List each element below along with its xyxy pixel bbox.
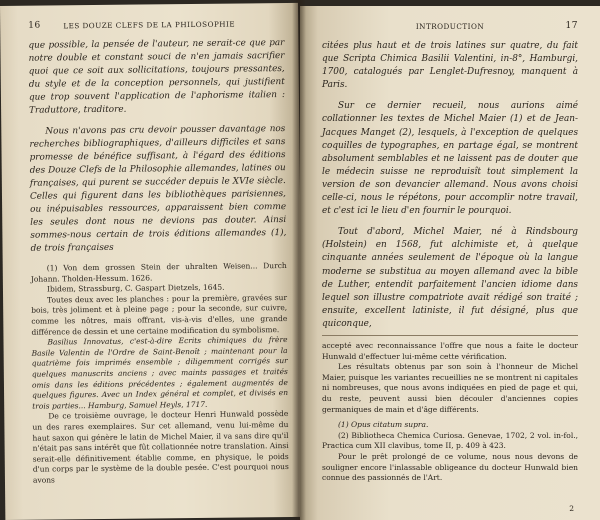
left-page-number: 16: [28, 20, 41, 31]
signature-mark: 2: [569, 504, 574, 513]
left-footnote-2: Ibidem, Strassburg, C. Gaspart Dietzels, 1645.: [46, 282, 225, 294]
right-running-head: [300, 22, 600, 36]
left-page: [0, 3, 303, 520]
left-footnote-4: Basilius Innovatus, c'est-à-dire Ecrits chimiques du frère Basile Valentin de l'Ordre de Saint-Benoît ; maintenant pour la quatrième fois imprimés ensemble ; diligemment corrigés sur quelques manuscrits anciens ; avec maints passages et traités omis dans les éditions précédentes ; également augmentés de quelques figures. Avec un Index général et complet, et divisés en trois parties... Hamburg, Samuel Heyls, 1717.: [31, 335, 289, 411]
right-paragraph-1: citées plus haut et de trois latines sur quatre, du fait que Scripta Chimica Basilii Valentini, in-8°, Hamburgi, 1700, catalogués par Lenglet-Dufresnoy, manquent à Paris.: [322, 41, 578, 91]
left-footnote-3: Toutes deux avec les planches : pour la première, gravées sur bois, très joliment et à pleine page ; pour la seconde, sur cuivre, comme les nôtres, mais offrant, vis-à-vis d'elles, une grande différence de dessin et une certaine modification du symbolisme.: [31, 292, 288, 337]
left-paragraph-2: Nous n'avons pas cru devoir pousser davantage nos recherches bibliographiques, d'ailleurs difficiles et sans promesse de bénéfice suffisant, à l'égard des éditions des Douze Clefs de la Philosophie allemandes, latines ou françaises, qui purent se succéder depuis le XVIe siècle. Celles qui figurent dans les bibliothèques parisiennes, ou inépuisables ressources, apparaissent bien comme les seules dont nous ne devions pas douter. Ainsi sommes-nous certain de trois éditions allemandes (1), de trois françaises: [29, 124, 287, 254]
left-running-head: [0, 19, 298, 36]
page-divider: [322, 335, 578, 336]
right-paragraph-3: Tout d'abord, Michel Maier, né à Rindsbourg (Holstein) en 1568, fut alchimiste et, à quelque cinquante années seulement de l'époque où la langue moderne se substitua au moyen allemand avec la bible de Luther, entendit parfaitement l'ancien idiome dans lequel son illustre compatriote avait rédigé son traité ; ensuite, excellent latiniste, il fut désigné, plus que quiconque,: [322, 227, 578, 329]
right-footnote-2: (2) Bibliotheca Chemica Curiosa. Genevae, 1702, 2 vol. in-fol., Practica cum XII clavibus, tome II, p. 409 à 423.: [322, 430, 578, 451]
left-running-title: LES DOUZE CLEFS DE LA PHILOSOPHIE: [63, 19, 236, 31]
book-gutter: [292, 0, 306, 520]
right-footnote-1: (1) Opus citatum supra.: [338, 420, 429, 430]
left-paragraph-1: que possible, la pensée de l'auteur, ne serait-ce que par notre double et constant souci de n'en jamais sacrifier quoi que ce soit aux sollicitations, toujours pressantes, du style et de la conception personnels, qui justifient que trop souvent l'application de l'aphorisme italien : Traduttore, traditore.: [28, 38, 286, 116]
right-paragraph-4: accepté avec reconnaissance l'offre que nous a faite le docteur Hunwald d'effectuer lui-même cette vérification.: [322, 340, 578, 361]
right-paragraph-5: Les résultats obtenus par son soin à l'honneur de Michel Maier, puisque les variantes recueillies ne se montrent ni capitales ni nombreuses, que nous avons indiquées en pied de page et qui, du reste, peuvent aussi bien découler d'anciennes copies germaniques de main et d'âge différents.: [322, 362, 578, 414]
left-footnote-5: De ce troisième ouvrage, le docteur Henri Hunwald possède un des rares exemplaires. Sur cet allemand, venu lui-même du haut saxon qui génère le latin de Michel Maier, il va sans dire qu'il n'était pas sans intérêt que fût collationnée notre translation. Ainsi serait-elle définitivement établie comme, en physique, le poids d'un corps par le système de la double pesée. C'est pourquoi nous avons: [32, 409, 289, 485]
right-running-title: INTRODUCTION: [415, 22, 485, 31]
right-page-number: 17: [565, 21, 578, 31]
right-paragraph-2: Sur ce dernier recueil, nous aurions aimé collationner les textes de Michel Maier (1) et de Jean-Jacques Manget (2), lesquels, à l'exception de quelques coquilles de typographes, en partage égal, se montrent absolument semblables et ne laissent pas de douter que le médecin suisse ne reproduisît tout simplement la version de son devancier allemand. Nous avons choisi celle-ci, nous le répétons, pour accomplir notre travail, et c'est ici le lieu d'en fournir le pourquoi.: [322, 101, 578, 217]
right-paragraph-6: Pour le prêt prolongé de ce volume, nous nous devons de souligner encore l'inlassable obligeance du docteur Hunwald bien connue des passionnés de l'Art.: [322, 451, 578, 483]
left-footnote-1: (1) Von dem grossen Stein der uhralten Weisen... Durch Johann. Tholden-Hessum. 1626.: [30, 261, 287, 284]
right-page: [300, 6, 600, 520]
